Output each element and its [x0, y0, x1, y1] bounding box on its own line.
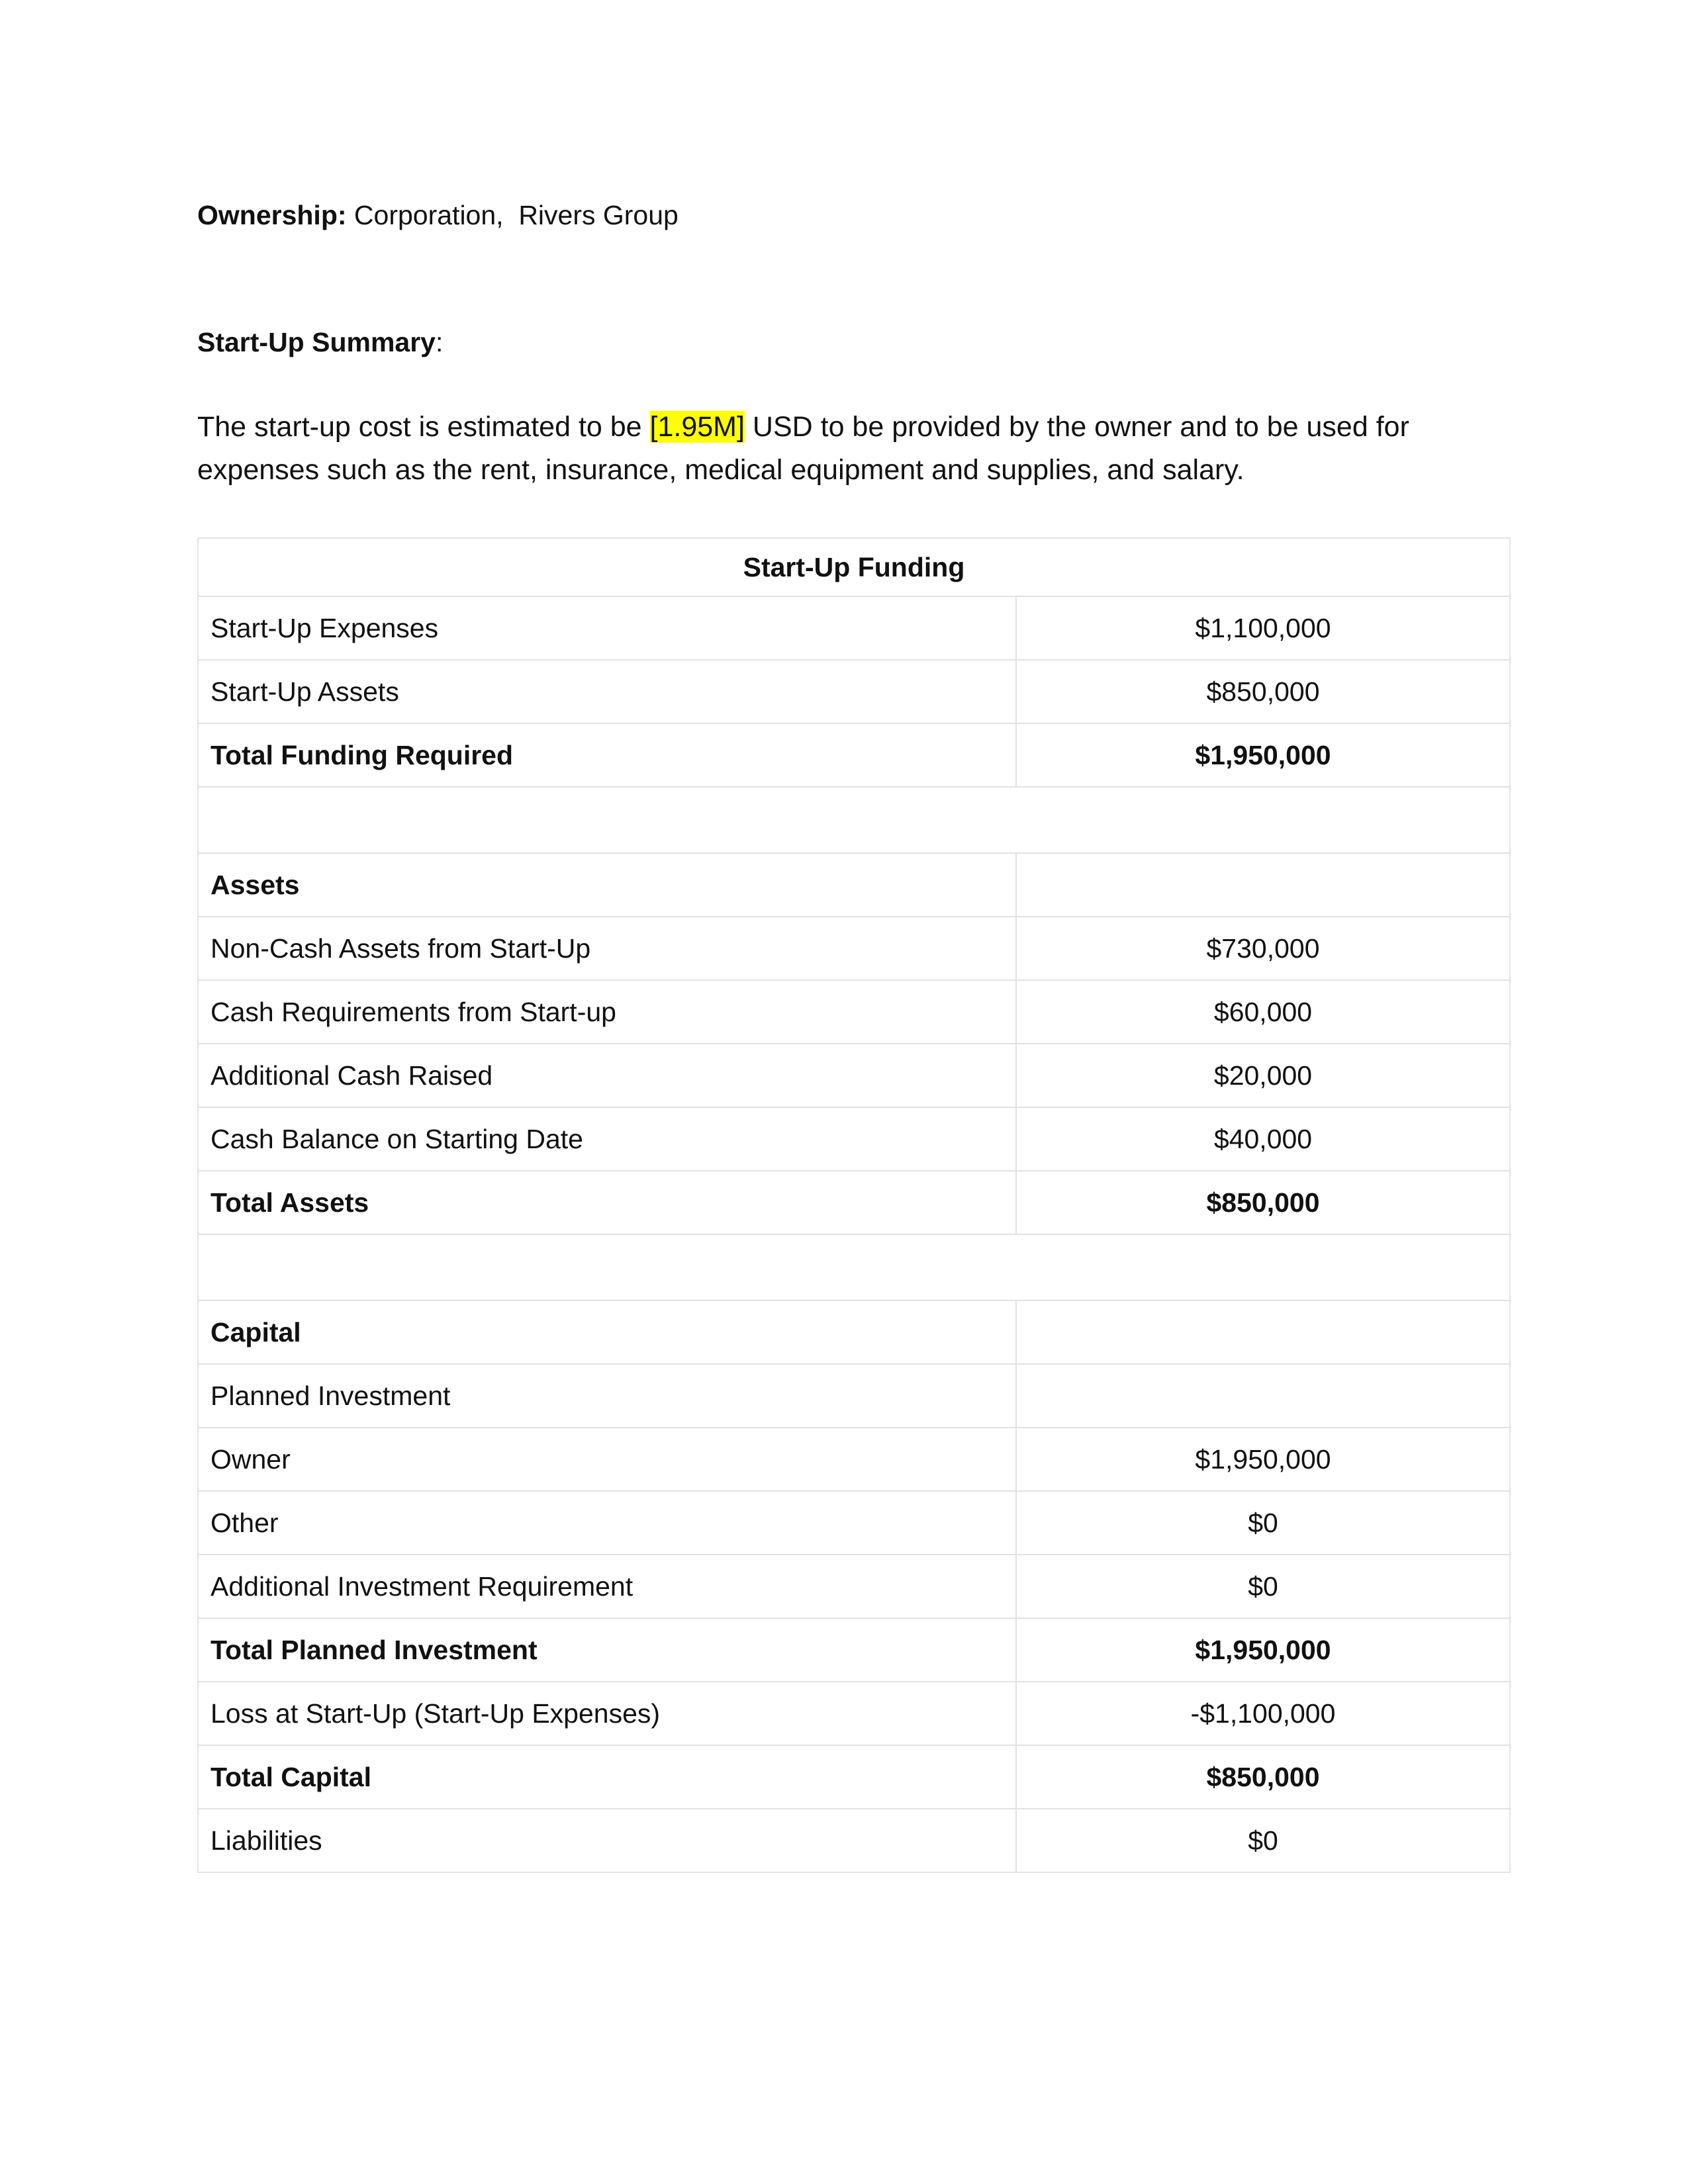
empty-cell	[1016, 853, 1510, 917]
row-label: Total Assets	[198, 1171, 1016, 1234]
table-row	[198, 1428, 1510, 1491]
row-value	[1016, 1364, 1510, 1428]
row-value: $0	[1016, 1555, 1510, 1618]
row-value: $1,950,000	[1016, 1618, 1510, 1682]
table-row	[198, 1809, 1510, 1872]
table-row	[198, 1555, 1510, 1618]
row-label: Total Capital	[198, 1745, 1016, 1809]
total-row	[198, 1745, 1510, 1809]
row-label: Non-Cash Assets from Start-Up	[198, 917, 1016, 980]
row-label: Total Funding Required	[198, 723, 1016, 787]
section-heading-row	[198, 853, 1510, 917]
paragraph-text-before: The start-up cost is estimated to be	[197, 411, 650, 443]
startup-summary-paragraph	[197, 406, 1515, 492]
row-value: $850,000	[1016, 1745, 1510, 1809]
row-label: Additional Cash Raised	[198, 1044, 1016, 1107]
row-value: $850,000	[1016, 1171, 1510, 1234]
table-row	[198, 980, 1510, 1044]
spacer-row	[198, 787, 1510, 853]
row-label: Cash Balance on Starting Date	[198, 1107, 1016, 1171]
ownership-value: Corporation, Rivers Group	[346, 200, 679, 230]
paragraph-text-after: USD to be provided by the owner and to be used for expenses such as the rent, insurance, medical equipment and supplies, and salary.	[197, 411, 1409, 486]
spacer-cell	[198, 1234, 1510, 1300]
table-row	[198, 1107, 1510, 1171]
row-label: Liabilities	[198, 1809, 1016, 1872]
row-label: Other	[198, 1491, 1016, 1555]
row-label: Planned Investment	[198, 1364, 1016, 1428]
spacer-row	[198, 1234, 1510, 1300]
row-label: Loss at Start-Up (Start-Up Expenses)	[198, 1682, 1016, 1745]
section-heading-row	[198, 1300, 1510, 1364]
assets-heading: Assets	[198, 853, 1016, 917]
table-title: Start-Up Funding	[198, 538, 1510, 596]
ownership-label: Ownership:	[197, 200, 347, 230]
table-row	[198, 917, 1510, 980]
row-label: Additional Investment Requirement	[198, 1555, 1016, 1618]
row-value: $1,950,000	[1016, 723, 1510, 787]
row-value: $1,100,000	[1016, 596, 1510, 660]
row-value: $1,950,000	[1016, 1428, 1510, 1491]
row-value: $40,000	[1016, 1107, 1510, 1171]
row-value: $0	[1016, 1491, 1510, 1555]
row-value: $730,000	[1016, 917, 1510, 980]
table-row	[198, 660, 1510, 723]
table-row	[198, 596, 1510, 660]
row-value: $60,000	[1016, 980, 1510, 1044]
row-label: Total Planned Investment	[198, 1618, 1016, 1682]
empty-cell	[1016, 1300, 1510, 1364]
startup-summary-heading	[197, 322, 443, 362]
row-label: Start-Up Expenses	[198, 596, 1016, 660]
capital-heading: Capital	[198, 1300, 1016, 1364]
spacer-cell	[198, 787, 1510, 853]
row-label: Cash Requirements from Start-up	[198, 980, 1016, 1044]
table-row	[198, 1682, 1510, 1745]
table-title-row	[198, 538, 1510, 596]
row-value: $0	[1016, 1809, 1510, 1872]
row-label: Start-Up Assets	[198, 660, 1016, 723]
total-row	[198, 723, 1510, 787]
row-value: $850,000	[1016, 660, 1510, 723]
row-label: Owner	[198, 1428, 1016, 1491]
ownership-line	[197, 195, 679, 235]
total-row	[198, 1618, 1510, 1682]
highlighted-cost: [1.95M]	[649, 411, 745, 443]
row-value: -$1,100,000	[1016, 1682, 1510, 1745]
total-row	[198, 1171, 1510, 1234]
startup-summary-colon: :	[435, 327, 444, 357]
row-value: $20,000	[1016, 1044, 1510, 1107]
table-row	[198, 1364, 1510, 1428]
table-row	[198, 1491, 1510, 1555]
startup-funding-table	[197, 537, 1511, 1873]
table-row	[198, 1044, 1510, 1107]
startup-summary-title: Start-Up Summary	[197, 327, 436, 357]
